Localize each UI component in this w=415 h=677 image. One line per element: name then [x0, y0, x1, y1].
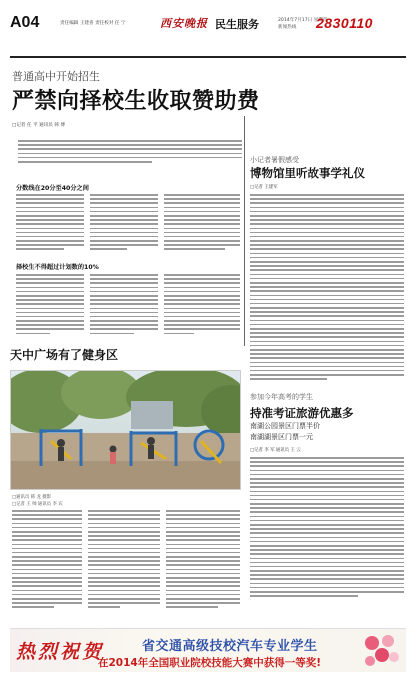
photo-caption: □通讯员 韩 龙 摄影: [12, 495, 52, 500]
page-header: [10, 8, 406, 54]
lead-col-3: [164, 194, 240, 253]
banner-award-text: 在2014年全国职业院校技能大赛中获得一等奖!: [98, 657, 322, 669]
photo-caption-sub: □记者 王 帅 通讯员 李 宾: [12, 502, 63, 507]
right-article2-title: 持准考证旅游优惠多: [250, 406, 354, 420]
lead-col-5: [90, 274, 158, 337]
lead-intro-text: [18, 140, 242, 165]
lead-subhead-2: 择校生不得超过计划数的10%: [16, 264, 99, 271]
lead-subhead-1: 分数线在20分至40分之间: [16, 185, 89, 192]
lead-col-1: [16, 194, 84, 253]
newspaper-logo: 西安晚报: [160, 17, 208, 30]
header-divider: [10, 56, 406, 58]
right-article2-subtitle-1: 南湖公园景区门票半价: [250, 422, 320, 430]
right-article2-subtitle-2: 南湖湖景区门票一元: [250, 433, 313, 441]
section-title: 民生服务: [215, 18, 259, 31]
lead-byline: □记者 任 平 通讯员 韩 博: [12, 123, 65, 128]
right-article1-title: 博物馆里听故事学礼仪: [250, 166, 365, 180]
right-article2-kicker: 参加今年高考的学生: [250, 393, 313, 401]
photo-feature-title: 天中广场有了健身区: [10, 348, 119, 362]
right-article1-text: [250, 194, 404, 382]
lead-col-6: [164, 274, 240, 337]
banner-school-text: 省交通高级技校汽车专业学生: [142, 639, 318, 654]
banner-congrats-text: 热烈祝贺: [16, 641, 105, 663]
hotline-label: 新闻热线: [278, 25, 297, 30]
editor-meta: 责任编辑 王建喜 责任校对 任 宁: [60, 21, 126, 26]
right-article2-byline: □记者 李 军 通讯员 王 云: [250, 448, 301, 453]
column-divider: [244, 116, 245, 346]
issue-date: 2014年7月17日 星期四: [278, 18, 328, 23]
fitness-park-photo: [10, 370, 241, 490]
page-number: A04: [10, 14, 40, 31]
lead-kicker: 普通高中开始招生: [12, 70, 100, 83]
flower-decoration-icon: [360, 631, 402, 671]
right-article1-kicker: 小记者暑假感受: [250, 156, 299, 164]
congratulations-banner-ad: [10, 628, 406, 672]
photo-text-col-1: [12, 510, 82, 611]
right-article2-text: [250, 457, 404, 599]
photo-text-col-3: [166, 510, 240, 611]
lead-headline: 严禁向择校生收取赞助费: [12, 89, 260, 114]
right-article1-byline: □记者 王建军: [250, 185, 278, 190]
photo-text-col-2: [88, 510, 160, 611]
hotline-number: 2830110: [316, 15, 373, 31]
lead-col-4: [16, 274, 84, 337]
lead-col-2: [90, 194, 158, 253]
